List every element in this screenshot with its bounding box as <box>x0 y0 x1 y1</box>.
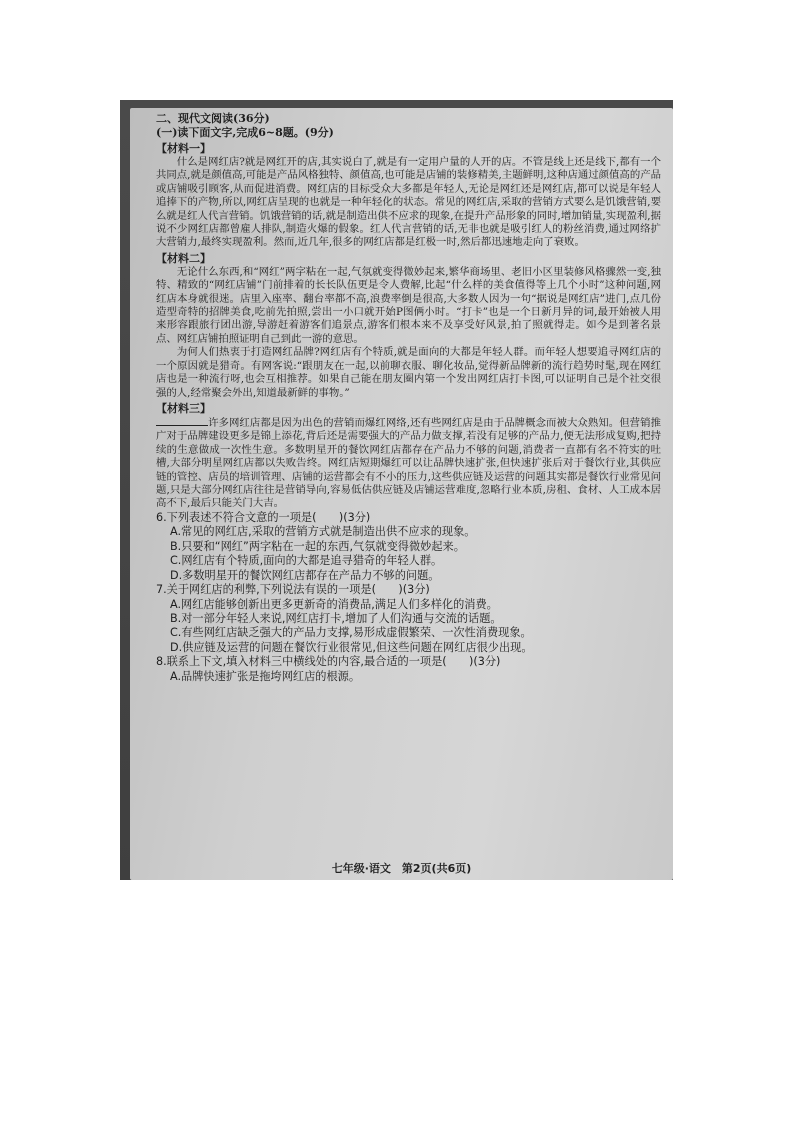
option-d: D.供应链及运营的问题在餐饮行业很常见,但这些问题在网红店很少出现。 <box>170 640 533 654</box>
page-content <box>156 112 661 684</box>
material-1-label: 【材料一】 <box>156 142 211 155</box>
exam-paper-page <box>130 108 673 880</box>
fill-in-blank-line[interactable] <box>156 416 208 426</box>
exam-photo <box>120 100 673 880</box>
option-a: A.常见的网红店,采取的营销方式就是制造出供不应求的现象。 <box>170 525 476 539</box>
material-3-paragraph: 许多网红店都是因为出色的营销而爆红网络,还有些网红店是由于品牌概念而被大众熟知。但营销推广对于品牌建设更多是锦上添花,背后还是需要强大的产品力做支撑,若没有足够的产品力,便无法形成复购,把持续的生意做成一次性生意。多数明星开的餐饮网红店都存在产品力不够的问题,消费者一直都有名不符实的吐槽,大部分明星网红店都以失败告终。网红店短期爆红可以让品牌快速扩张,但快速扩张后对于餐饮行业,其供应链的管控、店员的培训管理、店铺的运营都会有不小的压力,这些供应链及运营的问题其实都是餐饮行业常见问题,只是大部分网红店往往是营销导向,容易低估供应链及店铺运营难度,忽略行业本质,房租、食材、人工成本居高不下,最后只能关门大吉。 <box>156 416 661 510</box>
question-7 <box>156 583 661 655</box>
material-2-label: 【材料二】 <box>156 251 211 265</box>
option-c: C.有些网红店缺乏强大的产品力支撑,易形成虚假繁荣、一次性消费现象。 <box>170 626 532 640</box>
question-8 <box>156 655 661 684</box>
sub-title: (一)读下面文字,完成6~8题。(9分) <box>156 126 334 139</box>
material-1-paragraph: 什么是网红店?就是网红开的店,其实说白了,就是有一定用户量的人开的店。不管是线上还是线下,都有一个共同点,就是颜值高,可能是产品风格独特、颜值高,也可能是店铺的装修精美,主题鲜明,这种店通过颜值高的产品或店铺吸引顾客,从而促进消费。网红店的目标受众大多都是年轻人,无论是网红还是网红店,都可以说是年轻人追捧下的产物,所以,网红店呈现的也就是一种年轻化的状态。常见的网红店,采取的营销方式要么是饥饿营销,要么就是红人代言营销。饥饿营销的话,就是制造出供不应求的现象,在提升产品形象的同时,增加销量,实现盈利,据说不少网红店都曾雇人排队,制造火爆的假象。红人代言营销的话,无非也就是吸引红人的粉丝消费,通过网络扩大营销力,最终实现盈利。然而,近几年,很多的网红店都是红极一时,然后都迅速地走向了衰败。 <box>156 156 661 249</box>
question-stem: 8.联系上下文,填入材料三中横线处的内容,最合适的一项是( )(3分) <box>156 655 501 669</box>
question-stem: 7.关于网红店的利弊,下列说法有误的一项是( )(3分) <box>156 582 430 596</box>
material-3-label: 【材料三】 <box>156 401 211 415</box>
option-c: C.网红店有个特质,面向的大都是追寻猎奇的年轻人群。 <box>170 554 443 568</box>
question-stem: 6.下列表述不符合文意的一项是( )(3分) <box>156 510 371 524</box>
option-b: B.对一部分年轻人来说,网红店打卡,增加了人们沟通与交流的话题。 <box>170 611 502 625</box>
section-title: 二、现代文阅读(36分) <box>156 112 270 125</box>
question-6 <box>156 511 661 583</box>
material-3-paragraph-wrap <box>156 416 661 511</box>
option-d: D.多数明星开的餐饮网红店都存在产品力不够的问题。 <box>170 568 440 582</box>
option-a: A.品牌快速扩张是拖垮网红店的根源。 <box>170 669 361 683</box>
option-b: B.只要和“网红”两字粘在一起的东西,气氛就变得微妙起来。 <box>170 539 465 553</box>
material-2-paragraph-1: 无论什么东西,和“网红”两字粘在一起,气氛就变得微妙起来,繁华商场里、老旧小区里装修风格骤然一变,独特、精致的“网红店铺”门前排着的长长队伍更是令人费解,比起“什么样的美食值得等上几个小时”这种问题,网红店本身就很迷。店里入座率、翻台率都不高,浪费率倒是很高,大多数人因为一句“据说是网红店”进门,点几份造型奇特的招牌美食,吃前先拍照,尝出一小口就开始P图俩小时。“打卡”也是一个日新月异的词,最开始被人用来形容跟旅行团出游,导游赶着游客们追景点,游客们根本来不及享受好风景,拍了照就得走。如今是到著名景点、网红店铺拍照证明自己到此一游的意思。 <box>156 265 661 345</box>
material-2-paragraph-2: 为何人们热衷于打造网红品牌?网红店有个特质,就是面向的大都是年轻人群。而年轻人想要追寻网红店的一个原因就是猎奇。有网客说:“跟朋友在一起,以前聊衣服、聊化妆品,觉得新品牌新的流行趋势时髦,现在网红店也是一种流行呀,也会互相推荐。如果自己能在朋友圈内第一个发出网红店打卡图,可以证明自己是个社交很强的人,经常聚会外出,知道最新鲜的事物。” <box>156 346 661 399</box>
page-footer: 七年级·语文 第2页(共6页) <box>331 862 472 875</box>
option-a: A.网红店能够创新出更多更新奇的消费品,满足人们多样化的消费。 <box>170 597 498 611</box>
